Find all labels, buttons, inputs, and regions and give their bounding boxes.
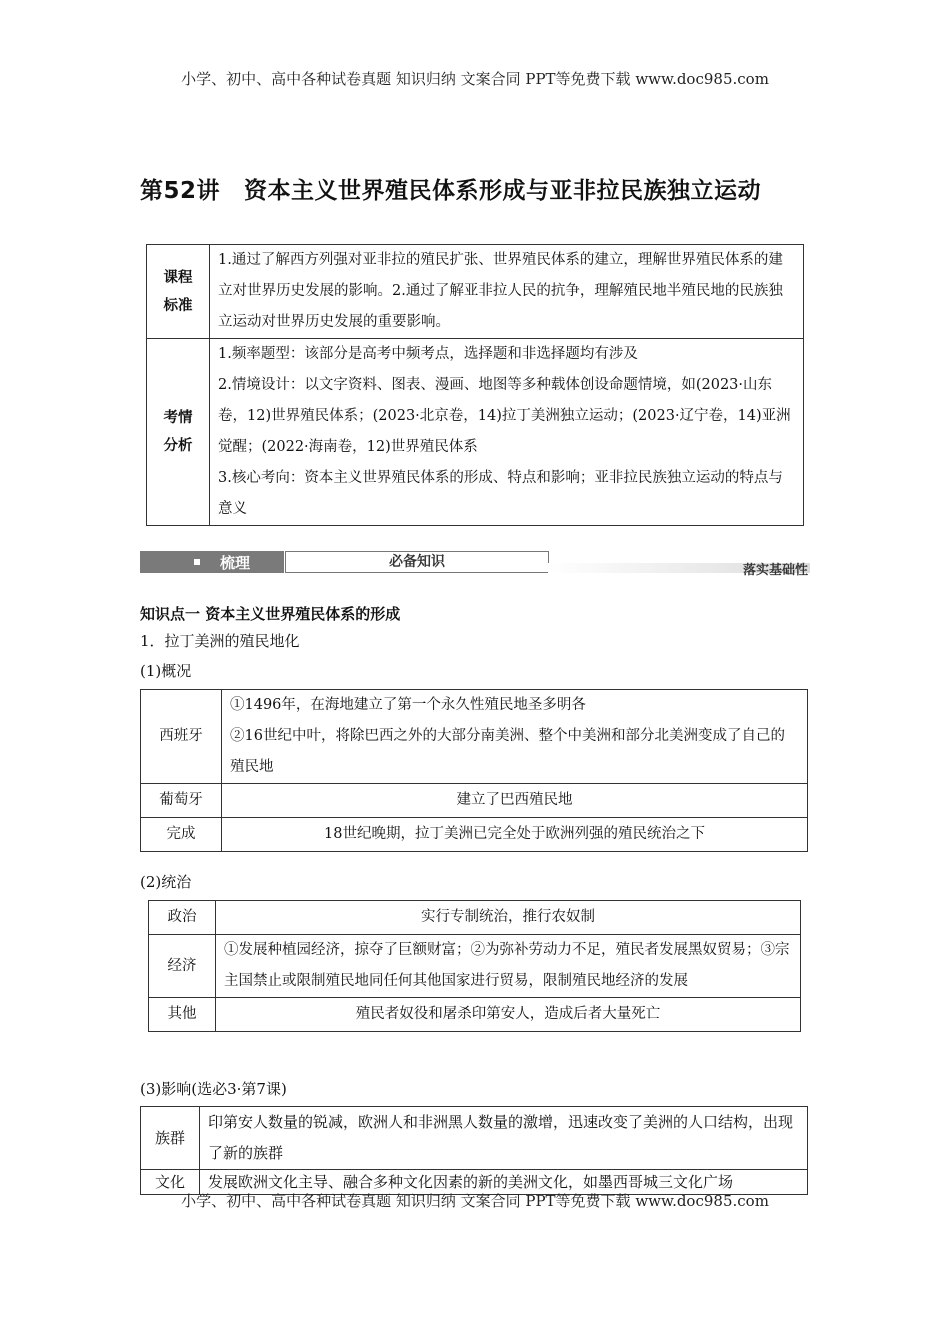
row-text: 印第安人数量的锐减，欧洲人和非洲黑人数量的激增，迅速改变了美洲的人口结构，出现了新的族群 [200,1107,808,1170]
row-text: 实行专制统治，推行农奴制 [216,901,801,935]
page-header: 小学、初中、高中各种试卷真题 知识归纳 文案合同 PPT等免费下载 www.doc985.com [181,70,769,88]
row-label: 文化 [141,1170,200,1195]
row-text: 殖民者奴役和屠杀印第安人，造成后者大量死亡 [216,998,801,1032]
page-title [140,172,840,205]
row-label: 族群 [141,1107,200,1170]
exam-analysis-text: 1.频率题型：该部分是高考中频考点，选择题和非选择题均有涉及 2.情境设计：以文字资料、图表、漫画、地图等多种载体创设命题情境，如(2023·山东卷，12)世界殖民体系；(2023·北京卷，14)拉丁美洲独立运动；(2023·辽宁卷，14)亚洲觉醒；(2022·海南卷，12)世界殖民体系 3.核心考向：资本主义世界殖民体系的形成、特点和影响；亚非拉民族独立运动的特点与意义 [210,339,804,526]
row-text: 发展欧洲文化主导、融合多种文化因素的新的美洲文化，如墨西哥城三文化广场 [200,1170,808,1195]
page-footer: 小学、初中、高中各种试卷真题 知识归纳 文案合同 PPT等免费下载 www.doc985.com [181,1192,769,1210]
row-label: 西班牙 [141,690,222,784]
row-label: 政治 [149,901,216,935]
subsection-overview: (1)概况 [140,662,192,680]
rule-table [148,900,801,1032]
overview-table [140,689,808,852]
row-label: 经济 [149,935,216,998]
section-banner [140,551,810,577]
curriculum-table [146,244,804,526]
exam-analysis-label: 考情分析 [147,339,210,526]
row-label: 其他 [149,998,216,1032]
row-text: 建立了巴西殖民地 [222,784,808,818]
subsection-impact: (3)影响(选必3·第7课) [140,1080,287,1098]
table-row [141,818,808,852]
table-row [141,784,808,818]
course-standard-label: 课程标准 [147,245,210,339]
bullet-square-icon [194,559,200,565]
table-row [149,998,801,1032]
table-row [149,901,801,935]
lecture-number: 第52讲 [140,178,221,204]
course-standard-text: 1.通过了解西方列强对亚非拉的殖民扩张、世界殖民体系的建立，理解世界殖民体系的建立对世界历史发展的影响。2.通过了解亚非拉人民的抗争，理解殖民地半殖民地的民族独立运动对世界历史发展的重要影响。 [210,245,804,339]
row-label: 葡萄牙 [141,784,222,818]
table-row [141,1107,808,1170]
table-row [141,690,808,784]
table-row [149,935,801,998]
subsection-rule: (2)统治 [140,873,192,891]
lecture-topic: 资本主义世界殖民体系形成与亚非拉民族独立运动 [244,178,762,204]
impact-table [140,1106,808,1195]
section-heading: 1．拉丁美洲的殖民地化 [140,632,300,650]
row-text: 18世纪晚期，拉丁美洲已完全处于欧洲列强的殖民统治之下 [222,818,808,852]
banner-box-label: 必备知识 [285,551,549,573]
knowledge-point-title: 知识点一 资本主义世界殖民体系的形成 [140,605,401,623]
banner-right-label: 落实基础性 [742,563,808,578]
banner-left-label: 梳理 [220,554,251,572]
row-label: 完成 [141,818,222,852]
row-text: ①1496年，在海地建立了第一个永久性殖民地圣多明各 ②16世纪中叶，将除巴西之外的大部分南美洲、整个中美洲和部分北美洲变成了自己的殖民地 [222,690,808,784]
row-text: ①发展种植园经济，掠夺了巨额财富；②为弥补劳动力不足，殖民者发展黑奴贸易；③宗主国禁止或限制殖民地同任何其他国家进行贸易，限制殖民地经济的发展 [216,935,801,998]
